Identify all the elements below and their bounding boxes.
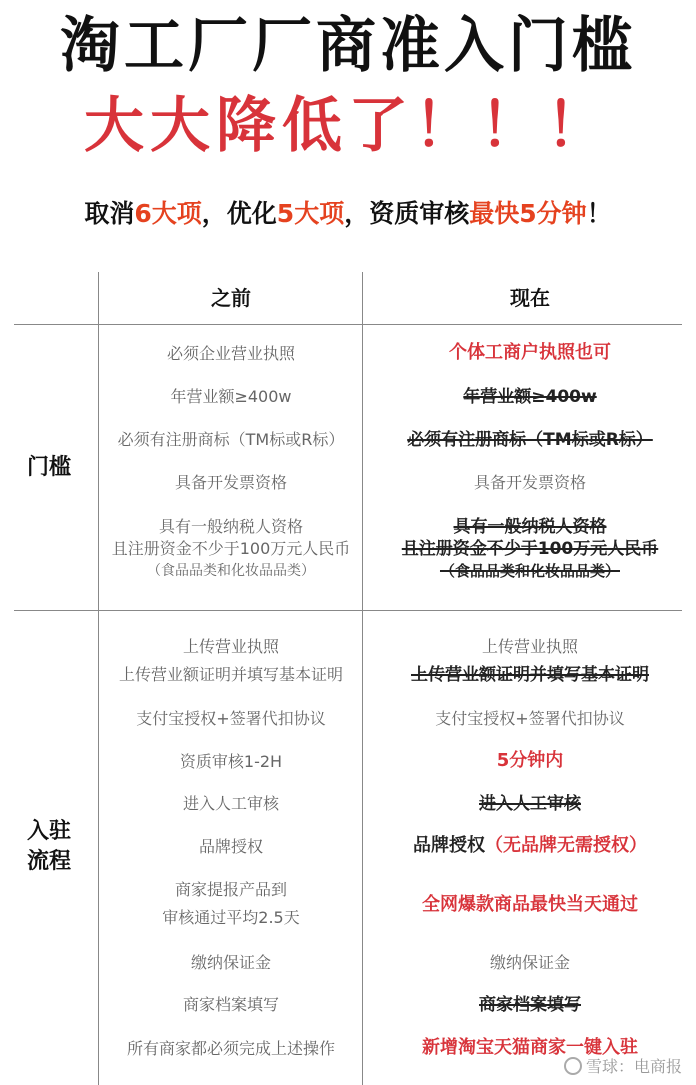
header-before: 之前	[211, 286, 251, 310]
main-title-red: 大大降低了！！！	[84, 91, 612, 161]
cell-now	[364, 636, 696, 686]
cell-line: 且注册资金不少于100万元人民币	[401, 539, 659, 559]
main-title: 淘工厂厂商准入门槛	[60, 11, 636, 81]
subtitle-part: ！	[586, 199, 612, 228]
divider	[14, 610, 682, 611]
cell-now-removed: 必须有注册商标（TM标或R标）	[407, 430, 653, 450]
cell-line: 审核通过平均2.5天	[162, 908, 300, 927]
cell-line: 商家提报产品到	[174, 880, 287, 899]
cell-now: 5分钟内	[496, 750, 564, 771]
divider	[362, 272, 363, 1085]
subtitle-part: 取消	[84, 199, 135, 228]
comparison-table	[0, 272, 696, 1085]
cell-now: 缴纳保证金	[489, 953, 570, 972]
section-threshold: 门槛	[26, 455, 71, 480]
subtitle-highlight: 最快5分钟	[469, 199, 587, 228]
cell-line-removed: 上传营业额证明并填写基本证明	[411, 665, 649, 685]
section-process	[0, 817, 98, 877]
cell-line: （食品品类和化妆品品类）	[147, 563, 315, 579]
cell-line: 具有一般纳税人资格	[453, 517, 607, 537]
cell-before: 资质审核1-2H	[179, 752, 283, 771]
cell-now: 支付宝授权+签署代扣协议	[435, 709, 625, 728]
cell-before: 必须有注册商标（TM标或R标）	[117, 430, 345, 449]
subtitle-part: ，优化	[201, 199, 277, 228]
cell-before: 商家档案填写	[182, 995, 279, 1014]
divider	[14, 324, 682, 325]
cell-line: 上传营业执照	[481, 637, 578, 656]
cell-before: 必须企业营业执照	[166, 344, 295, 363]
section-process-line: 入驻	[26, 819, 71, 844]
cell-before: 具备开发票资格	[174, 473, 287, 492]
watermark	[564, 1054, 682, 1077]
cell-line: 上传营业额证明并填写基本证明	[118, 665, 343, 684]
header-now: 现在	[510, 286, 550, 310]
snowball-icon	[564, 1057, 582, 1075]
subtitle-part: ，资质审核	[344, 199, 470, 228]
cell-now: 新增淘宝天猫商家一键入驻	[422, 1037, 638, 1058]
cell-now: 个体工商户执照也可	[449, 342, 611, 363]
cell-before: 支付宝授权+签署代扣协议	[136, 709, 326, 728]
cell-before	[100, 879, 362, 929]
cell-before: 年营业额≥400w	[170, 387, 292, 406]
cell-before: 品牌授权	[198, 837, 263, 856]
cell-note: （无品牌无需授权）	[485, 835, 647, 856]
watermark-text: 雪球：电商报	[585, 1057, 682, 1076]
cell-now	[364, 835, 696, 857]
cell-now-removed: 商家档案填写	[479, 995, 581, 1015]
cell-line: （食品品类和化妆品品类）	[439, 562, 620, 580]
cell-now: 全网爆款商品最快当天通过	[422, 894, 638, 915]
cell-before: 缴纳保证金	[190, 953, 271, 972]
cell-now-removed: 进入人工审核	[479, 794, 581, 814]
subtitle-highlight: 6大项	[134, 199, 202, 228]
cell-before: 进入人工审核	[182, 794, 279, 813]
divider	[98, 272, 99, 1085]
cell-now-removed	[364, 516, 696, 582]
section-process-line: 流程	[26, 849, 71, 874]
cell-line: 且注册资金不少于100万元人民币	[111, 539, 351, 558]
cell-before	[100, 636, 362, 686]
cell-line: 上传营业执照	[182, 637, 279, 656]
subtitle-highlight: 5大项	[276, 199, 345, 228]
cell-line: 具有一般纳税人资格	[158, 517, 303, 536]
cell-now: 具备开发票资格	[473, 473, 586, 492]
cell-text: 品牌授权	[413, 835, 485, 856]
cell-now-removed: 年营业额≥400w	[463, 387, 597, 407]
cell-before	[100, 516, 362, 582]
cell-before: 所有商家都必须完成上述操作	[126, 1039, 335, 1058]
subtitle	[0, 194, 696, 234]
